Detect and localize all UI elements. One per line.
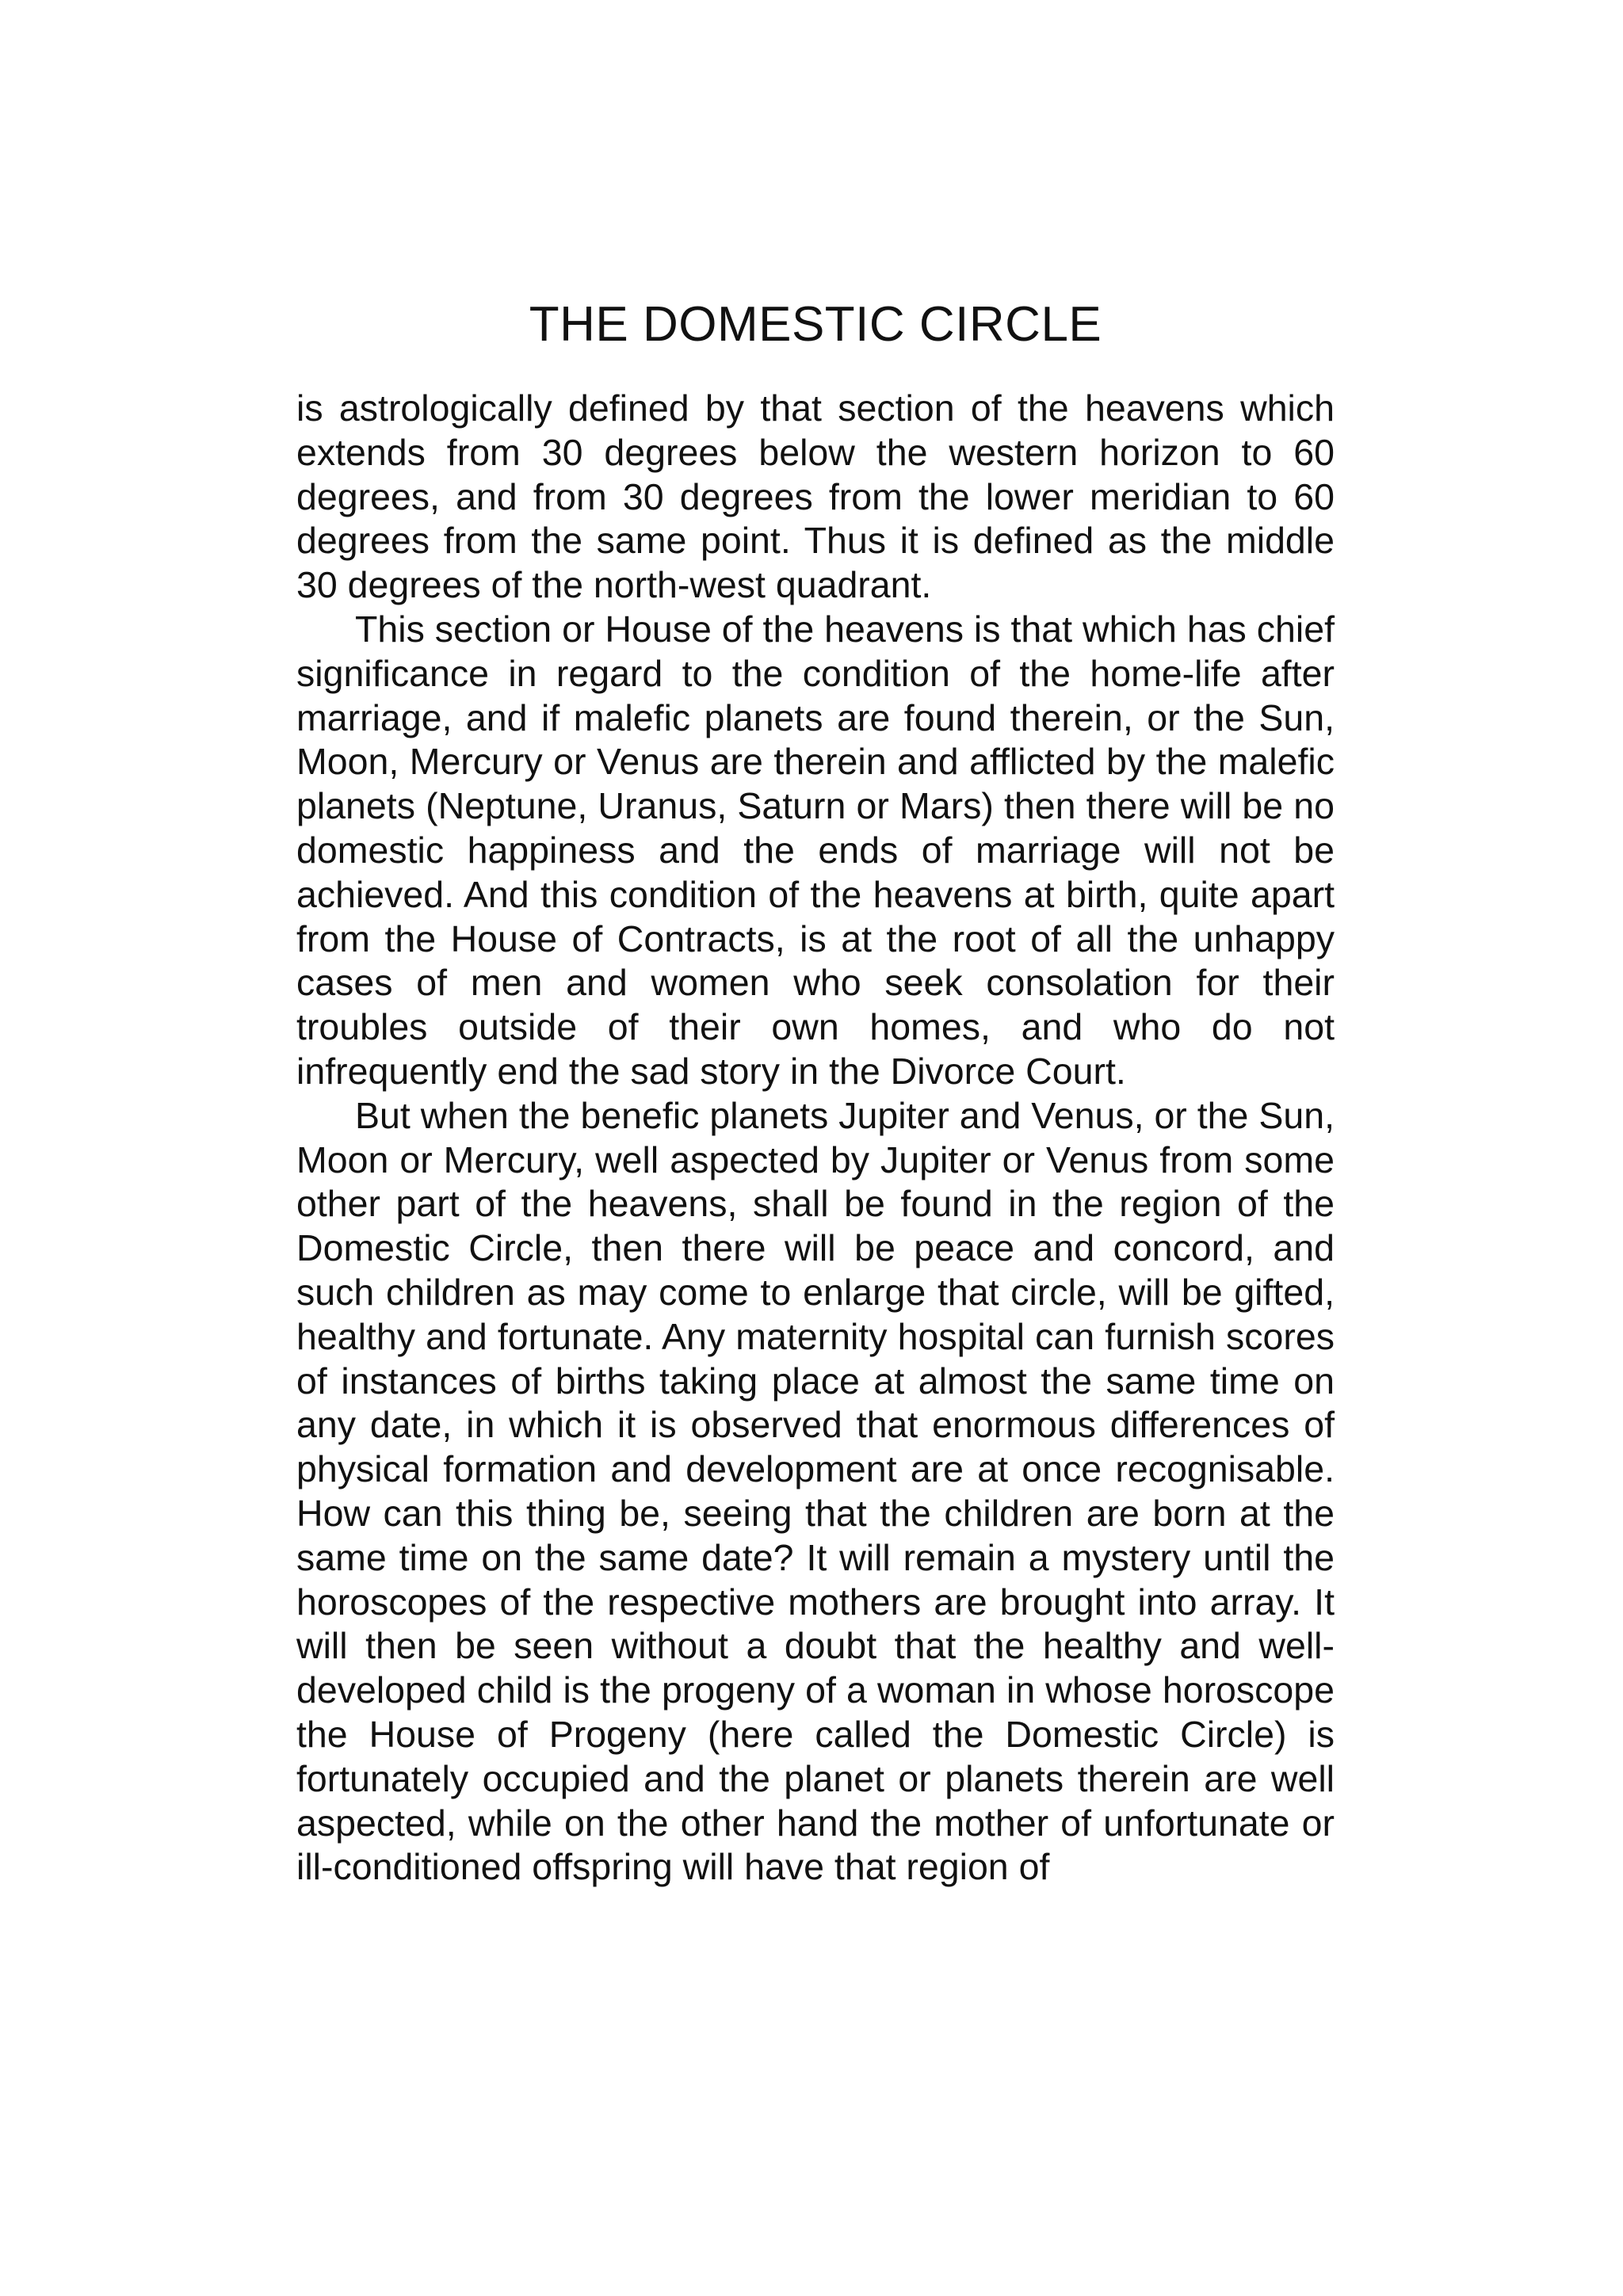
body-text <box>296 387 1335 1890</box>
paragraph-1: is astrologically defined by that section of the heavens which extends from 30 degrees below the western horizon to 60 degrees, and from 30 degrees from the lower meridian to 60 degrees from the same point. Thus it is defined as the middle 30 degrees of the north-west quadrant. <box>296 387 1335 606</box>
paragraph-3: But when the benefic planets Jupiter and Venus, or the Sun, Moon or Mercury, well aspected by Jupiter or Venus from some other part of the heavens, shall be found in the region of the Domestic Circle, then there will be peace and concord, and such children as may come to enlarge that circle, will be gifted, healthy and fortunate. Any maternity hospital can furnish scores of instances of births taking place at almost the same time on any date, in which it is observed that enormous differences of physical formation and development are at once recognisable. How can this thing be, seeing that the children are born at the same time on the same date? It will remain a mystery until the horoscopes of the respective mothers are brought into array. It will then be seen without a doubt that the healthy and well-developed child is the progeny of a woman in whose horoscope the House of Progeny (here called the Domestic Circle) is fortunately occupied and the planet or planets therein are well aspected, while on the other hand the mother of unfortunate or ill-conditioned offspring will have that region of <box>296 1094 1335 1888</box>
page-title: THE DOMESTIC CIRCLE <box>529 297 1102 352</box>
paragraph-2: This section or House of the heavens is that which has chief significance in regard to the condition of the home-life after marriage, and if malefic planets are found therein, or the Sun, Moon, Mercury or Venus are therein and afflicted by the malefic planets (Neptune, Uranus, Saturn or Mars) then there will be no domestic happiness and the ends of marriage will not be achieved. And this condition of the heavens at birth, quite apart from the House of Contracts, is at the root of all the unhappy cases of men and women who seek consolation for their troubles outside of their own homes, and who do not infrequently end the sad story in the Divorce Court. <box>296 608 1335 1092</box>
